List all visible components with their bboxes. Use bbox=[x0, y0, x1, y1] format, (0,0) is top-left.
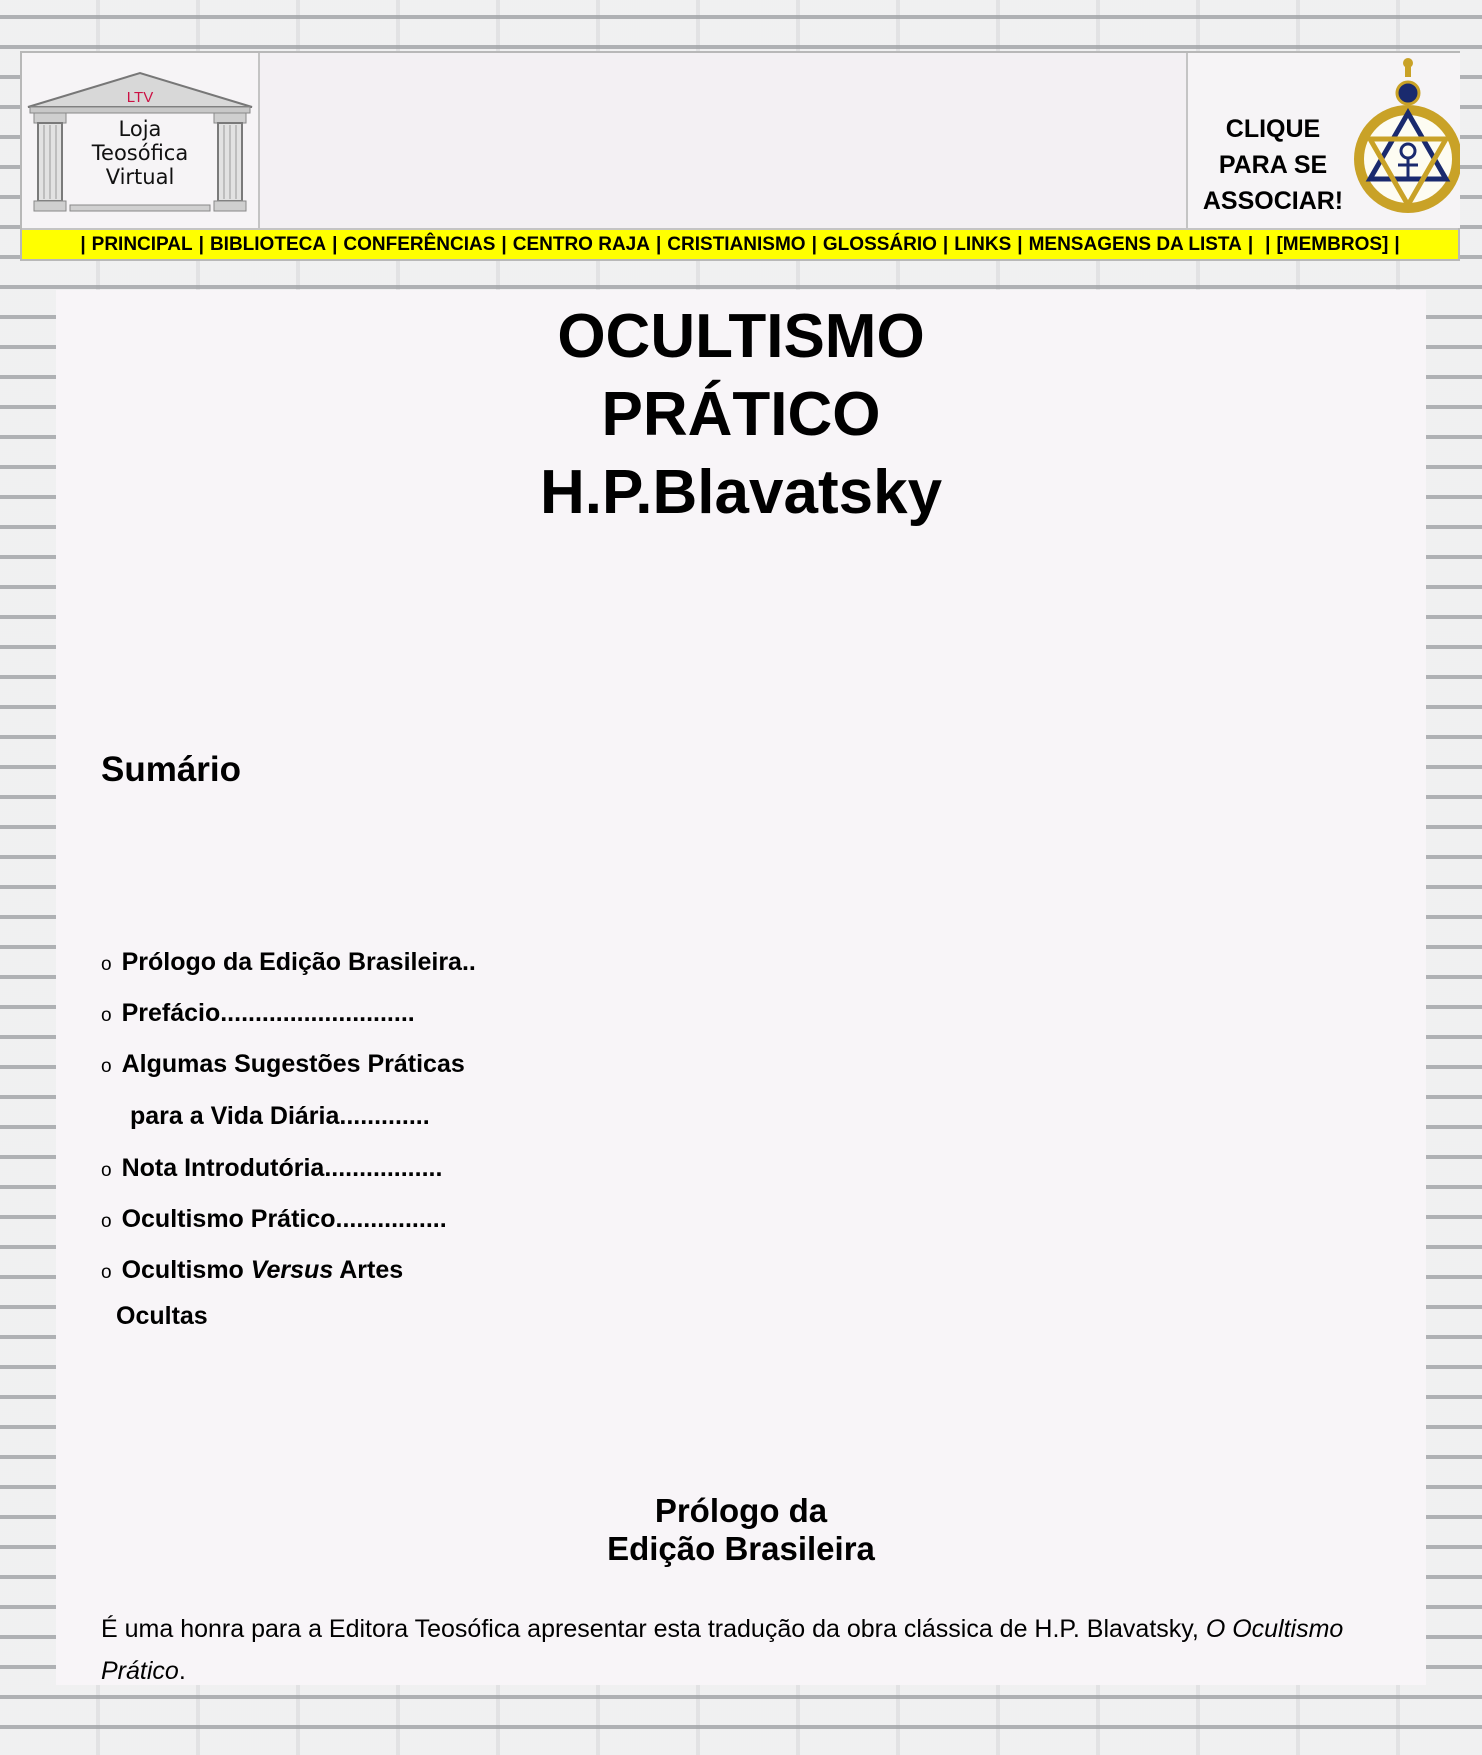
svg-text:Loja: Loja bbox=[118, 117, 162, 141]
page-title-line-1: OCULTISMO bbox=[557, 302, 925, 371]
toc-link-part: Artes bbox=[333, 1256, 404, 1284]
page-author: H.P.Blavatsky bbox=[539, 458, 943, 527]
temple-logo-icon bbox=[22, 53, 258, 228]
toc-link[interactable]: Nota Introdutória................. bbox=[121, 1154, 443, 1182]
svg-text:Teosófica: Teosófica bbox=[91, 141, 189, 165]
nav-centro-raja[interactable]: CENTRO RAJA bbox=[512, 233, 650, 255]
toc-item[interactable] bbox=[101, 1154, 442, 1183]
toc-bullet: o bbox=[101, 954, 112, 975]
main-nav bbox=[22, 228, 1458, 259]
toc-bullet: o bbox=[101, 1211, 112, 1232]
book-title: O Ocultismo Prático bbox=[101, 1615, 1344, 1685]
nav-links[interactable]: LINKS bbox=[954, 233, 1012, 255]
toc-bullet: o bbox=[101, 1056, 112, 1077]
join-label[interactable]: CLIQUE PARA SE ASSOCIAR! bbox=[1202, 115, 1344, 215]
toc-bullet: o bbox=[101, 1160, 112, 1181]
nav-separator: | bbox=[942, 233, 949, 255]
nav-separator: | bbox=[332, 233, 338, 255]
nav-separator: | bbox=[80, 233, 86, 255]
nav-cristianismo[interactable]: CRISTIANISMO bbox=[667, 233, 806, 255]
svg-text:LTV: LTV bbox=[126, 89, 154, 106]
nav-separator: | bbox=[1247, 233, 1254, 255]
nav-separator: | bbox=[1017, 233, 1023, 255]
toc-link[interactable] bbox=[122, 1256, 404, 1284]
toc-item[interactable] bbox=[101, 948, 476, 977]
paragraph-end: . bbox=[178, 1657, 186, 1685]
toc-item[interactable] bbox=[101, 999, 415, 1028]
header-banner bbox=[260, 53, 1186, 228]
nav-separator: | bbox=[1394, 233, 1400, 255]
toc-item[interactable] bbox=[101, 1205, 447, 1234]
nav-conferencias[interactable]: CONFERÊNCIAS bbox=[343, 233, 496, 255]
toc-link-part: Ocultismo bbox=[121, 1256, 251, 1284]
toc-link[interactable]: Prefácio............................ bbox=[121, 999, 415, 1027]
nav-separator: | bbox=[1265, 233, 1271, 255]
theosophical-seal-icon bbox=[1352, 55, 1460, 225]
toc-link-continuation[interactable]: para a Vida Diária............. bbox=[130, 1102, 430, 1130]
toc-link-emphasis: Versus bbox=[250, 1256, 334, 1284]
main-content bbox=[56, 290, 1426, 1685]
join-link[interactable] bbox=[1186, 53, 1460, 228]
nav-separator: | bbox=[198, 233, 204, 255]
nav-biblioteca[interactable]: BIBLIOTECA bbox=[209, 233, 327, 255]
nav-principal[interactable]: PRINCIPAL bbox=[91, 233, 193, 255]
toc-link[interactable]: Prólogo da Edição Brasileira.. bbox=[121, 948, 476, 976]
nav-separator: | bbox=[811, 233, 817, 255]
toc-link[interactable]: Algumas Sugestões Práticas bbox=[121, 1050, 465, 1078]
nav-glossario[interactable]: GLOSSÁRIO bbox=[822, 233, 937, 255]
page-title-line-2: PRÁTICO bbox=[601, 380, 881, 449]
toc-bullet: o bbox=[101, 1005, 112, 1026]
nav-separator: | bbox=[501, 233, 507, 255]
toc-item[interactable] bbox=[101, 1256, 403, 1285]
toc-bullet: o bbox=[101, 1262, 112, 1283]
summary-heading: Sumário bbox=[101, 750, 242, 789]
svg-text:Virtual: Virtual bbox=[105, 165, 175, 189]
section-heading-prologo: Prólogo da Edição Brasileira bbox=[607, 1492, 875, 1567]
logo-link[interactable] bbox=[22, 53, 260, 228]
site-header bbox=[20, 51, 1460, 261]
body-paragraph bbox=[101, 1608, 1371, 1685]
nav-separator: | bbox=[655, 233, 662, 255]
toc-item[interactable] bbox=[101, 1050, 465, 1079]
toc-link-continuation[interactable]: Ocultas bbox=[116, 1302, 208, 1330]
toc-link[interactable]: Ocultismo Prático................ bbox=[121, 1205, 447, 1233]
paragraph-text: É uma honra para a Editora Teosófica apresentar esta tradução da obra clássica de H.P. Blavatsky, bbox=[101, 1615, 1206, 1643]
nav-membros[interactable]: [MEMBROS] bbox=[1276, 233, 1389, 255]
nav-mensagens-da-lista[interactable]: MENSAGENS DA LISTA bbox=[1028, 233, 1242, 255]
